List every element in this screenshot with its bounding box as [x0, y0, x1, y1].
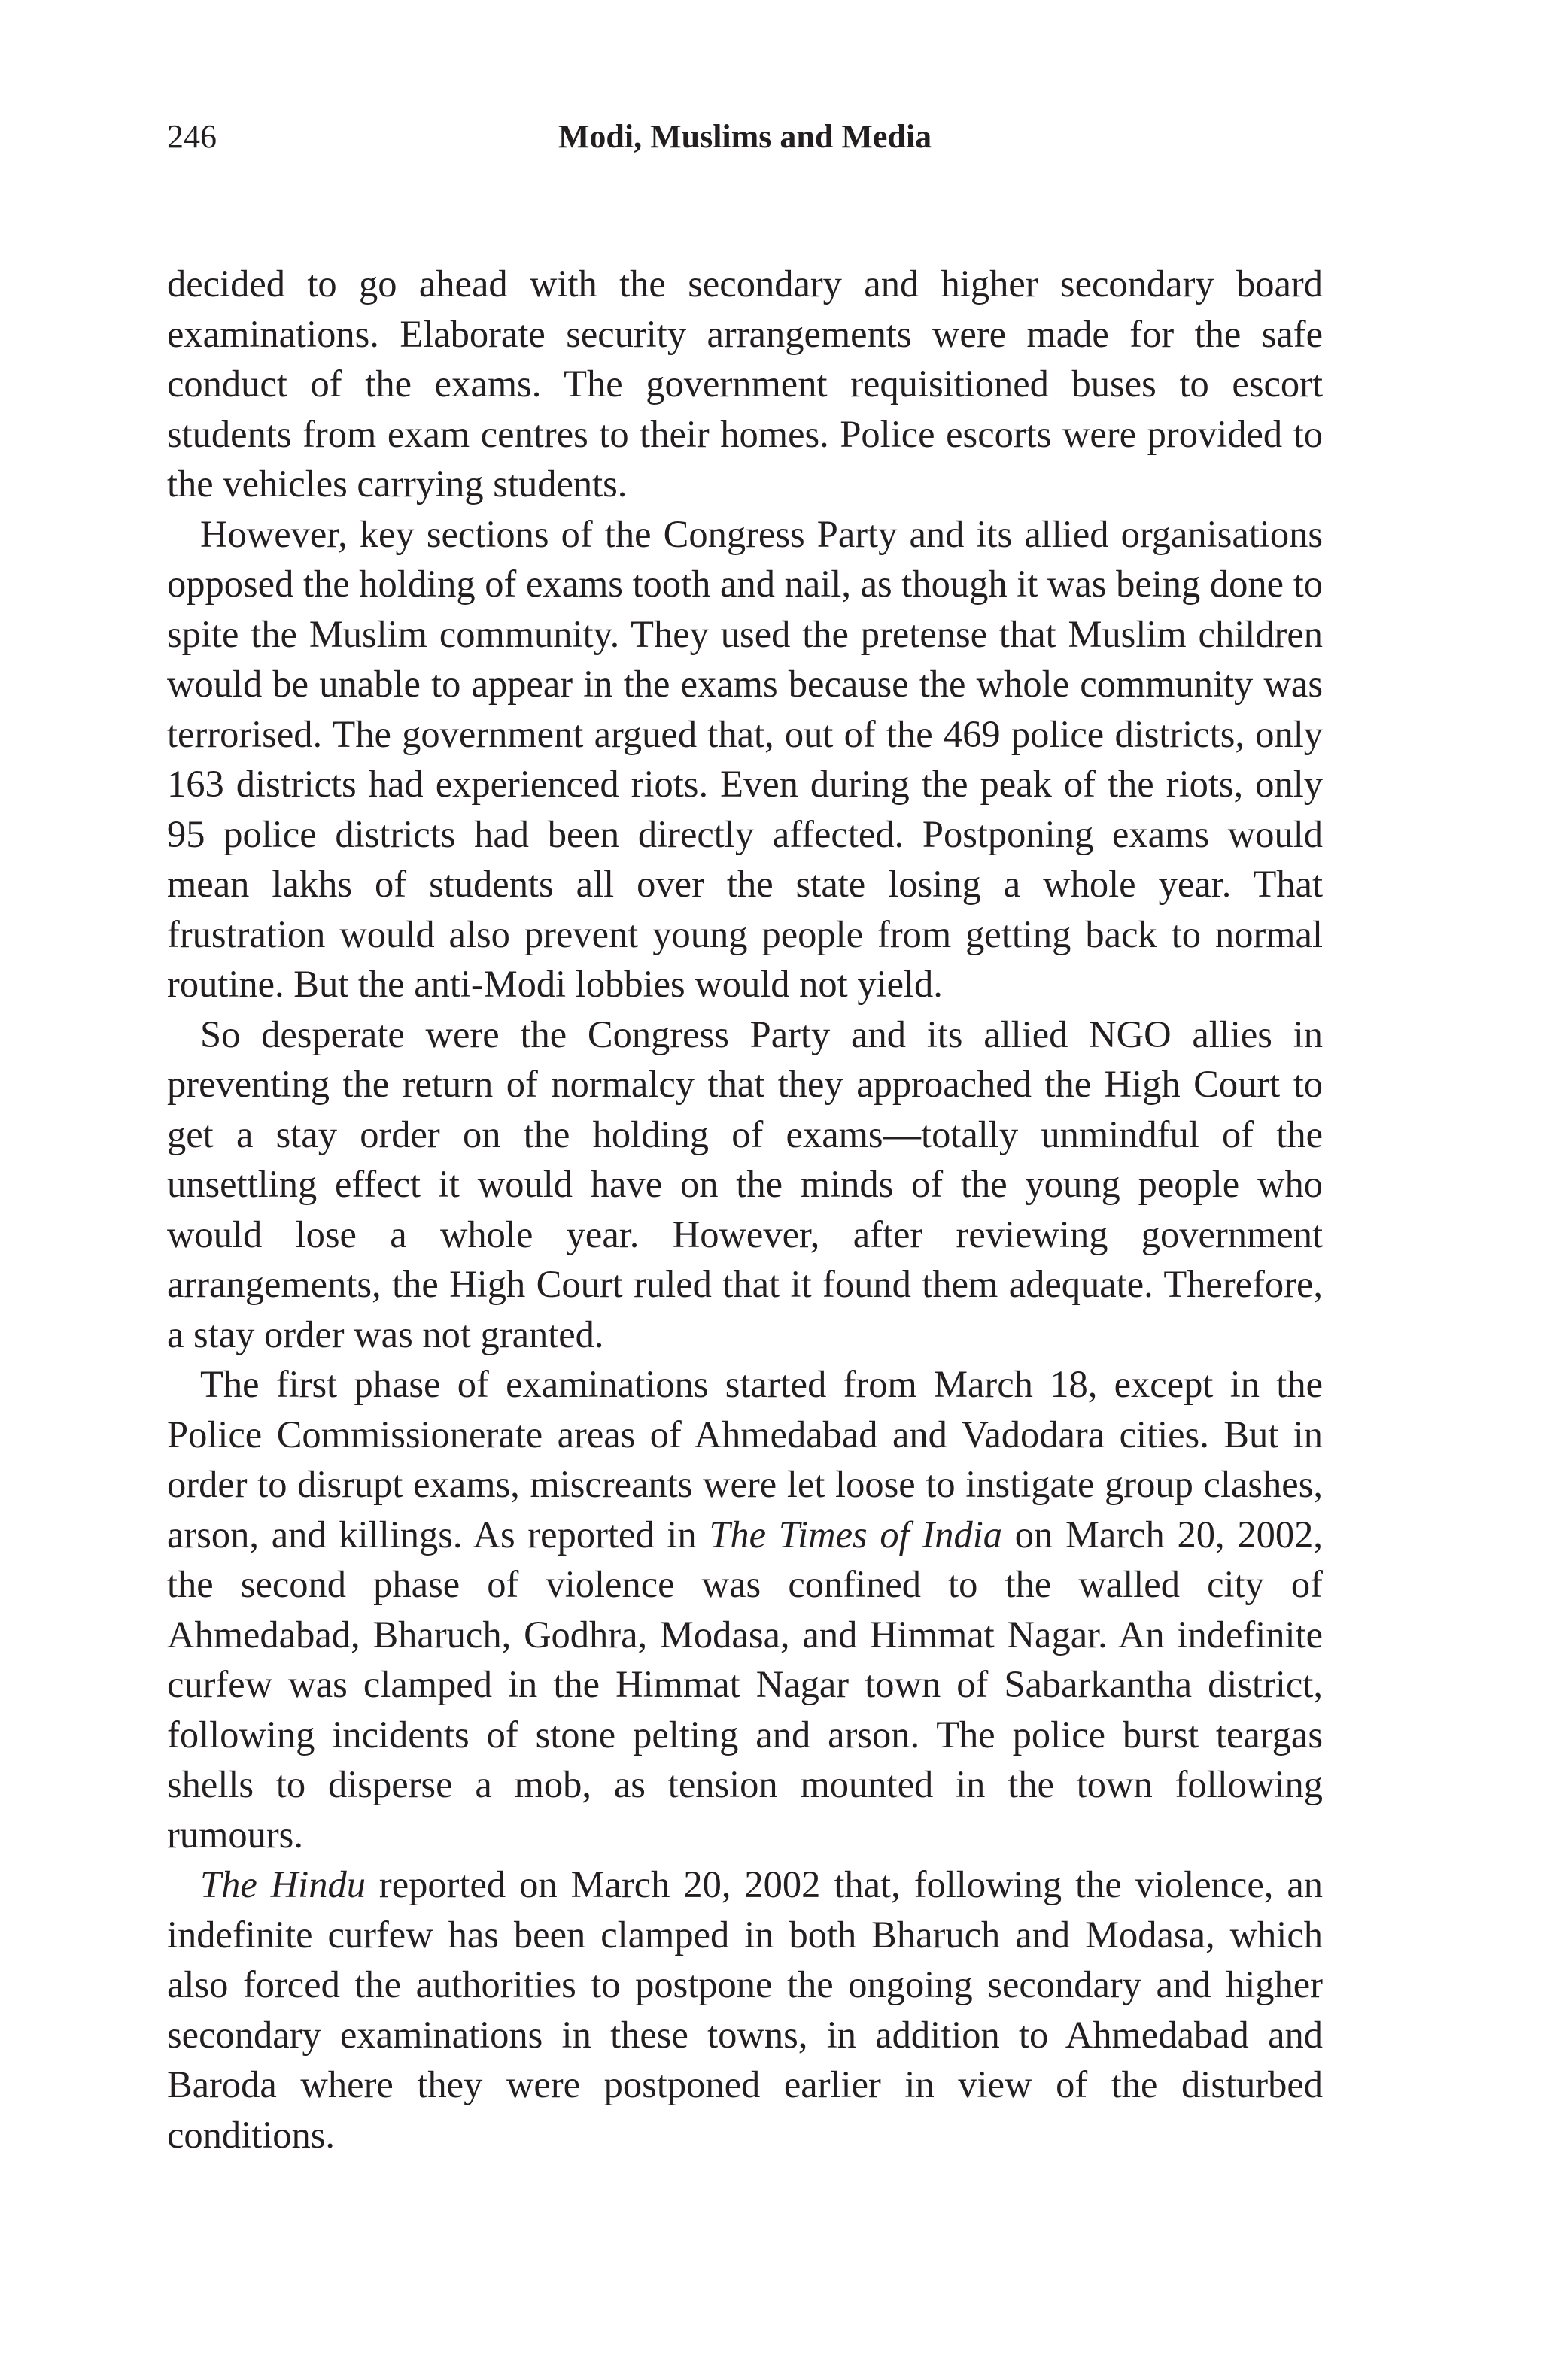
newspaper-title-times-of-india: The Times of India: [709, 1513, 1003, 1556]
paragraph-4-text-after: on March 20, 2002, the second phase of violence was confined to the walled city of Ahmedabad, Bharuch, Godhra, Modasa, and Himmat Nagar. An indefinite curfew was clamped in the Himmat Nagar town of Sabarkantha district, following incidents of stone pelting and arson. The police burst teargas shells to disperse a mob, as tension mounted in the town following rumours.: [167, 1513, 1323, 1856]
paragraph-1: decided to go ahead with the secondary and higher secondary board examinations. Elaborate security arrangements were made for the safe conduct of the exams. The government requisitioned buses to escort students from exam centres to their homes. Police escorts were provided to the vehicles carrying students.: [167, 263, 1323, 505]
book-title: Modi, Muslims and Media: [558, 118, 932, 155]
paragraph-2: However, key sections of the Congress Party and its allied organisations opposed the holding of exams tooth and nail, as though it was being done to spite the Muslim community. They used the pretense that Muslim children would be unable to appear in the exams because the whole community was terrorised. The government argued that, out of the 469 police districts, only 163 districts had experienced riots. Even during the peak of the riots, only 95 police districts had been directly affected. Postponing exams would mean lakhs of students all over the state losing a whole year. That frustration would also prevent young people from getting back to normal routine. But the anti-Modi lobbies would not yield.: [167, 512, 1323, 1005]
paragraph-3: So desperate were the Congress Party and its allied NGO allies in preventing the return of normalcy that they approached the High Court to get a stay order on the holding of exams—totally unmindful of the unsettling effect it would have on the minds of the young people who would lose a whole year. However, after reviewing government arrangements, the High Court ruled that it found them adequate. Therefore, a stay order was not granted.: [167, 1012, 1323, 1355]
paragraph-5-text-after: reported on March 20, 2002 that, following the violence, an indefinite curfew has been clamped in both Bharuch and Modasa, which also forced the authorities to postpone the ongoing secondary and higher secondary examinations in these towns, in addition to Ahmedabad and Baroda where they were postponed earlier in view of the disturbed conditions.: [167, 1863, 1324, 2156]
body-text: [167, 259, 1323, 2160]
running-head: [167, 114, 1323, 159]
paragraph-4: [167, 1359, 1323, 1859]
page-number: 246: [167, 118, 217, 155]
paragraph-4-text-before: The first phase of examinations started from March 18, except in the Police Commissionerate areas of Ahmedabad and Vadodara cities. But in order to disrupt exams, miscreants were let loose to instigate group clashes, arson, and killings. As reported in: [167, 1363, 1323, 1556]
newspaper-title-the-hindu: The Hindu: [200, 1863, 366, 1905]
paragraph-5: [167, 1859, 1323, 2160]
